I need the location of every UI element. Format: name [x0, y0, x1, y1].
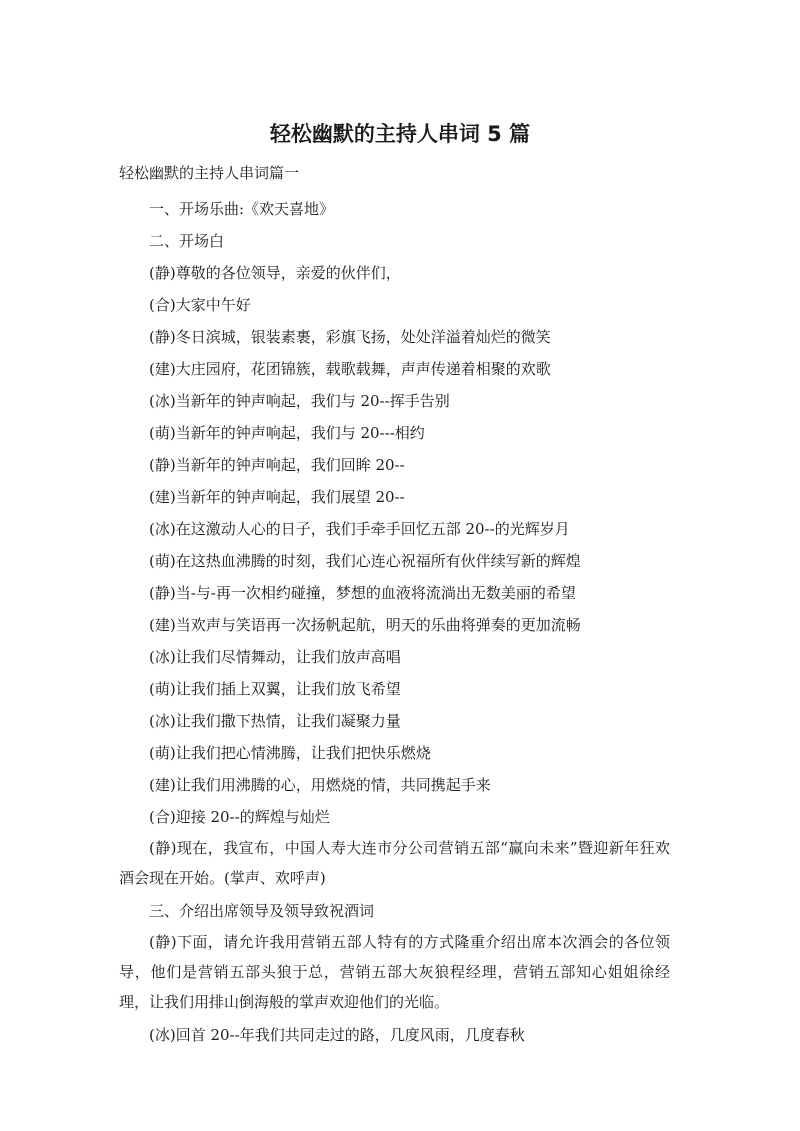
- text-line: (静)尊敬的各位领导，亲爱的伙伴们，: [149, 264, 401, 282]
- text-line: (静)当新年的钟声响起，我们回眸 20--: [149, 456, 405, 474]
- text-line: (冰)让我们撒下热情，让我们凝聚力量: [149, 712, 401, 730]
- text-line: (合)大家中午好: [149, 296, 251, 314]
- document-body: [119, 193, 679, 1051]
- text-line: (静)当-与-再一次相约碰撞，梦想的血液将流淌出无数美丽的希望: [149, 584, 576, 602]
- text-paragraph: (静)下面，请允许我用营销五部人特有的方式隆重介绍出席本次酒会的各位领导，他们是营销五部头狼于总，营销五部大灰狼程经理，营销五部知心姐姐徐经理，让我们用排山倒海般的掌声欢迎他们的光临。: [119, 933, 670, 1011]
- text-line: (冰)回首 20--年我们共同走过的路，几度风雨，几度春秋: [149, 1026, 525, 1044]
- text-line: (静)冬日滨城，银装素裹，彩旗飞扬，处处洋溢着灿烂的微笑: [149, 328, 551, 346]
- text-line: (合)迎接 20--的辉煌与灿烂: [149, 808, 330, 826]
- text-line: (冰)在这激动人心的日子，我们手牵手回忆五部 20--的光辉岁月: [149, 520, 570, 538]
- text-line: (萌)在这热血沸腾的时刻，我们心连心祝福所有伙伴续写新的辉煌: [149, 552, 581, 570]
- text-line: (萌)让我们把心情沸腾，让我们把快乐燃烧: [149, 744, 431, 762]
- text-line: (萌)当新年的钟声响起，我们与 20---相约: [149, 424, 425, 442]
- text-line: (建)当新年的钟声响起，我们展望 20--: [149, 488, 405, 506]
- text-line: 二、开场白: [149, 232, 225, 250]
- text-line: (建)让我们用沸腾的心，用燃烧的情，共同携起手来: [149, 776, 491, 794]
- section-heading: 轻松幽默的主持人串词篇一: [119, 164, 300, 182]
- text-line: (萌)让我们插上双翼，让我们放飞希望: [149, 680, 401, 698]
- text-line: (建)当欢声与笑语再一次扬帆起航，明天的乐曲将弹奏的更加流畅: [149, 616, 581, 634]
- text-line: 三、介绍出席领导及领导致祝酒词: [149, 902, 375, 920]
- text-line: (建)大庄园府，花团锦簇，载歌载舞，声声传递着相聚的欢歌: [149, 360, 551, 378]
- document-title: 轻松幽默的主持人串词 5 篇: [269, 122, 531, 146]
- text-line: (冰)让我们尽情舞动，让我们放声高唱: [149, 648, 401, 666]
- text-line: 一、开场乐曲:《欢天喜地》: [149, 200, 335, 218]
- text-line: (冰)当新年的钟声响起，我们与 20--挥手告别: [149, 392, 450, 410]
- text-paragraph: (静)现在，我宣布，中国人寿大连市分公司营销五部“赢向未来”暨迎新年狂欢酒会现在开始。(掌声、欢呼声): [119, 839, 670, 887]
